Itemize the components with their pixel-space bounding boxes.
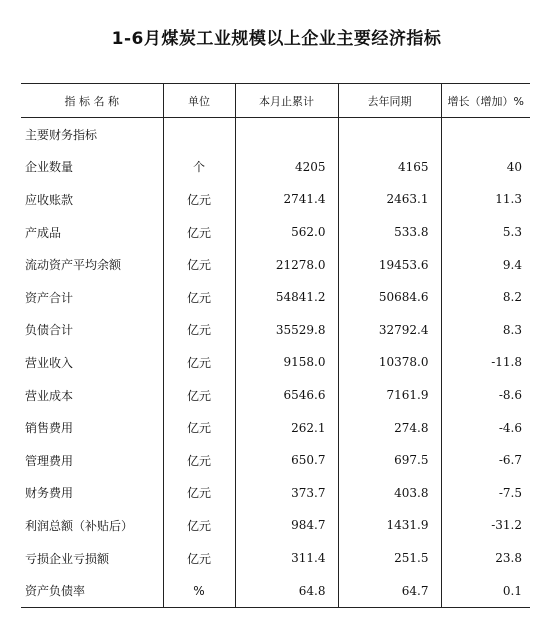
header-row [21, 84, 530, 118]
table-body [21, 118, 530, 608]
growth-value: 8.3 [441, 314, 530, 347]
indicator-name: 营业成本 [25, 388, 74, 403]
current-value: 562.0 [235, 216, 338, 249]
current-value: 64.8 [235, 574, 338, 607]
current-value: 35529.8 [235, 314, 338, 347]
indicator-name: 资产合计 [25, 290, 74, 305]
growth-value: -6.7 [441, 444, 530, 477]
indicator-name: 资产负债率 [21, 574, 163, 607]
growth-value: -31.2 [441, 509, 530, 542]
unit-cell: 亿元 [163, 346, 235, 379]
table-row [21, 509, 530, 542]
growth-value: 8.2 [441, 281, 530, 314]
indicator-name: 亏损企业亏损额 [25, 551, 110, 566]
current-value: 373.7 [235, 477, 338, 510]
table-row [21, 183, 530, 216]
current-value: 54841.2 [235, 281, 338, 314]
header-last-year: 去年同期 [338, 84, 441, 118]
growth-value: -7.5 [441, 477, 530, 510]
empty-cell [441, 118, 530, 151]
unit-cell: % [163, 574, 235, 607]
unit-cell: 亿元 [163, 411, 235, 444]
unit-cell: 亿元 [163, 248, 235, 281]
unit-cell: 亿元 [163, 216, 235, 249]
header-unit: 单位 [163, 84, 235, 118]
current-value: 4205 [235, 151, 338, 184]
table-row [21, 151, 530, 184]
growth-value: 23.8 [441, 542, 530, 575]
indicator-name: 应收账款 [25, 192, 74, 207]
last-year-value: 32792.4 [338, 314, 441, 347]
current-value: 262.1 [235, 411, 338, 444]
unit-cell: 亿元 [163, 542, 235, 575]
indicator-name: 营业收入 [25, 355, 74, 370]
table-row [21, 477, 530, 510]
indicator-name: 负债合计 [25, 323, 74, 338]
empty-cell [338, 118, 441, 151]
table-row [21, 411, 530, 444]
last-year-value: 10378.0 [338, 346, 441, 379]
last-year-value: 19453.6 [338, 248, 441, 281]
last-year-value: 251.5 [338, 542, 441, 575]
page-title: 1-6月煤炭工业规模以上企业主要经济指标 [111, 29, 442, 49]
last-year-value: 403.8 [338, 477, 441, 510]
last-year-value: 7161.9 [338, 379, 441, 412]
growth-value: 9.4 [441, 248, 530, 281]
current-value: 650.7 [235, 444, 338, 477]
growth-value: 40 [441, 151, 530, 184]
current-value: 9158.0 [235, 346, 338, 379]
growth-value: 5.3 [441, 216, 530, 249]
indicator-name: 企业数量 [25, 160, 74, 175]
unit-cell: 亿元 [163, 509, 235, 542]
growth-value: -4.6 [441, 411, 530, 444]
table-row [21, 574, 530, 607]
growth-value: 11.3 [441, 183, 530, 216]
last-year-value: 1431.9 [338, 509, 441, 542]
indicators-table [21, 83, 530, 608]
last-year-value: 50684.6 [338, 281, 441, 314]
table-row [21, 281, 530, 314]
growth-value: -11.8 [441, 346, 530, 379]
last-year-value: 697.5 [338, 444, 441, 477]
current-value: 6546.6 [235, 379, 338, 412]
header-growth: 增长（增加）% [441, 84, 530, 118]
indicator-name: 产成品 [25, 225, 62, 240]
empty-cell [235, 118, 338, 151]
unit-cell: 亿元 [163, 379, 235, 412]
indicator-name: 利润总额（补贴后） [25, 518, 134, 533]
unit-cell: 亿元 [163, 183, 235, 216]
last-year-value: 274.8 [338, 411, 441, 444]
table-row [21, 248, 530, 281]
unit-cell: 亿元 [163, 281, 235, 314]
current-value: 984.7 [235, 509, 338, 542]
table-row [21, 346, 530, 379]
current-value: 21278.0 [235, 248, 338, 281]
indicator-name: 财务费用 [25, 486, 74, 501]
table-row [21, 379, 530, 412]
section-label: 主要财务指标 [25, 127, 98, 142]
table-row [21, 444, 530, 477]
indicator-name: 销售费用 [25, 421, 74, 436]
header-name: 指 标 名 称 [21, 84, 163, 118]
last-year-value: 4165 [338, 151, 441, 184]
table-row [21, 542, 530, 575]
last-year-value: 64.7 [338, 574, 441, 607]
indicator-name: 管理费用 [25, 453, 74, 468]
growth-value: 0.1 [441, 574, 530, 607]
table-row [21, 216, 530, 249]
indicator-name: 流动资产平均余额 [25, 258, 122, 273]
table-header [21, 84, 530, 118]
growth-value: -8.6 [441, 379, 530, 412]
unit-cell: 亿元 [163, 477, 235, 510]
section-row [21, 118, 530, 151]
empty-cell [163, 118, 235, 151]
unit-cell: 个 [163, 151, 235, 184]
table-row [21, 314, 530, 347]
last-year-value: 533.8 [338, 216, 441, 249]
unit-cell: 亿元 [163, 444, 235, 477]
current-value: 2741.4 [235, 183, 338, 216]
current-value: 311.4 [235, 542, 338, 575]
last-year-value: 2463.1 [338, 183, 441, 216]
header-current: 本月止累计 [235, 84, 338, 118]
unit-cell: 亿元 [163, 314, 235, 347]
